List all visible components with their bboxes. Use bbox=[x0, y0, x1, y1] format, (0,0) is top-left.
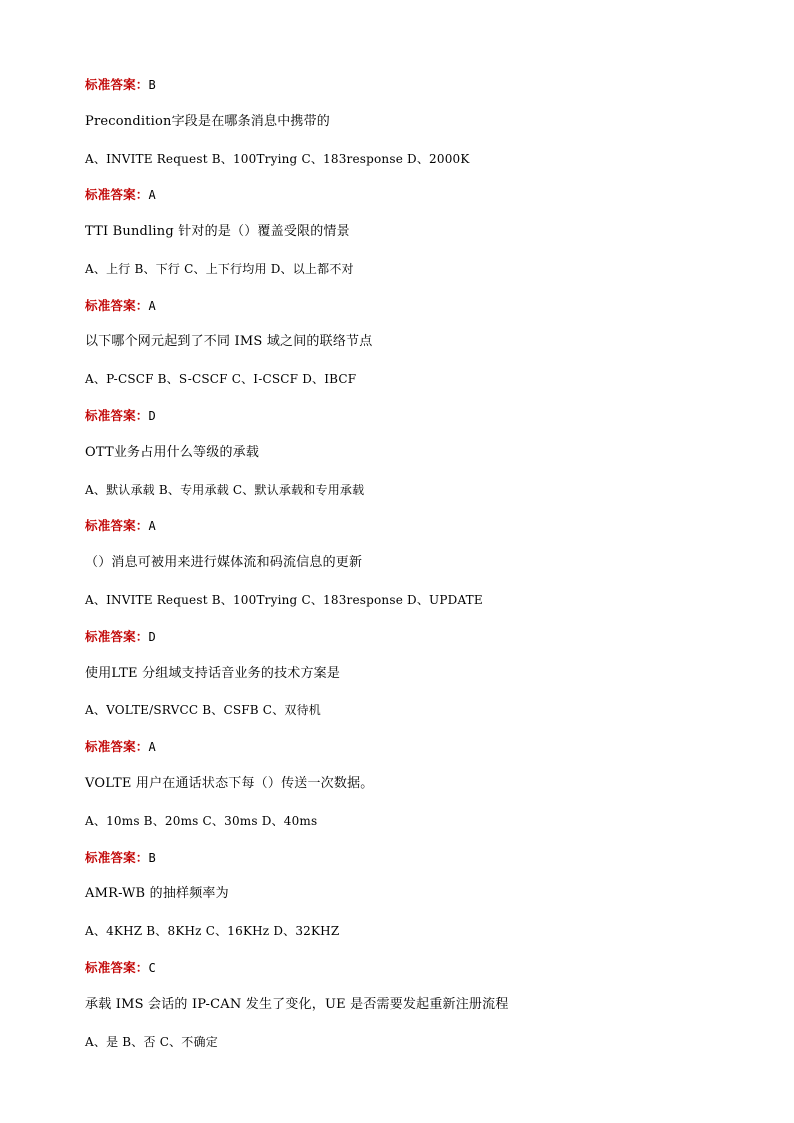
answer-value: B bbox=[148, 851, 156, 865]
answer-line bbox=[85, 960, 156, 976]
answer-options: A、INVITE Request B、100Trying C、183response D、UPDATE bbox=[85, 593, 483, 607]
answer-label: 标准答案： bbox=[85, 298, 149, 313]
answer-value: A bbox=[148, 740, 156, 754]
answer-label: 标准答案： bbox=[85, 850, 149, 865]
answer-options: A、默认承载 B、专用承载 C、默认承载和专用承载 bbox=[85, 483, 365, 497]
answer-line bbox=[85, 518, 156, 534]
answer-label: 标准答案： bbox=[85, 408, 149, 423]
question-text: Precondition字段是在哪条消息中携带的 bbox=[85, 114, 330, 129]
answer-label: 标准答案： bbox=[85, 960, 149, 975]
answer-options: A、P-CSCF B、S-CSCF C、I-CSCF D、IBCF bbox=[85, 372, 357, 386]
question-text: TTI Bundling 针对的是（）覆盖受限的情景 bbox=[85, 224, 350, 239]
answer-value: D bbox=[148, 630, 156, 644]
question-text: 使用LTE 分组域支持话音业务的技术方案是 bbox=[85, 666, 341, 681]
answer-value: B bbox=[148, 78, 156, 92]
question-text: （）消息可被用来进行媒体流和码流信息的更新 bbox=[85, 555, 363, 570]
answer-value: A bbox=[148, 519, 156, 533]
answer-line bbox=[85, 629, 156, 645]
answer-label: 标准答案： bbox=[85, 77, 149, 92]
answer-line bbox=[85, 739, 156, 755]
answer-line bbox=[85, 298, 156, 314]
answer-options: A、上行 B、下行 C、上下行均用 D、以上都不对 bbox=[85, 262, 354, 276]
answer-value: D bbox=[148, 409, 156, 423]
answer-options: A、10ms B、20ms C、30ms D、40ms bbox=[85, 814, 318, 828]
answer-label: 标准答案： bbox=[85, 187, 149, 202]
answer-value: C bbox=[148, 961, 156, 975]
answer-line bbox=[85, 77, 156, 93]
answer-line bbox=[85, 187, 156, 203]
answer-options: A、INVITE Request B、100Trying C、183response D、2000K bbox=[85, 152, 470, 166]
answer-options: A、是 B、否 C、不确定 bbox=[85, 1035, 218, 1049]
question-text: OTT业务占用什么等级的承载 bbox=[85, 445, 260, 460]
answer-options: A、4KHZ B、8KHz C、16KHz D、32KHZ bbox=[85, 924, 340, 938]
answer-label: 标准答案： bbox=[85, 629, 149, 644]
question-text: AMR-WB 的抽样频率为 bbox=[85, 886, 229, 901]
answer-value: A bbox=[148, 299, 156, 313]
answer-value: A bbox=[148, 188, 156, 202]
answer-label: 标准答案： bbox=[85, 518, 149, 533]
answer-line bbox=[85, 850, 156, 866]
answer-options: A、VOLTE/SRVCC B、CSFB C、双待机 bbox=[85, 703, 321, 717]
answer-line bbox=[85, 408, 156, 424]
question-text: 承载 IMS 会话的 IP-CAN 发生了变化，UE 是否需要发起重新注册流程 bbox=[85, 997, 509, 1012]
question-text: VOLTE 用户在通话状态下每（）传送一次数据。 bbox=[85, 776, 374, 791]
answer-label: 标准答案： bbox=[85, 739, 149, 754]
question-text: 以下哪个网元起到了不同 IMS 域之间的联络节点 bbox=[85, 334, 373, 349]
